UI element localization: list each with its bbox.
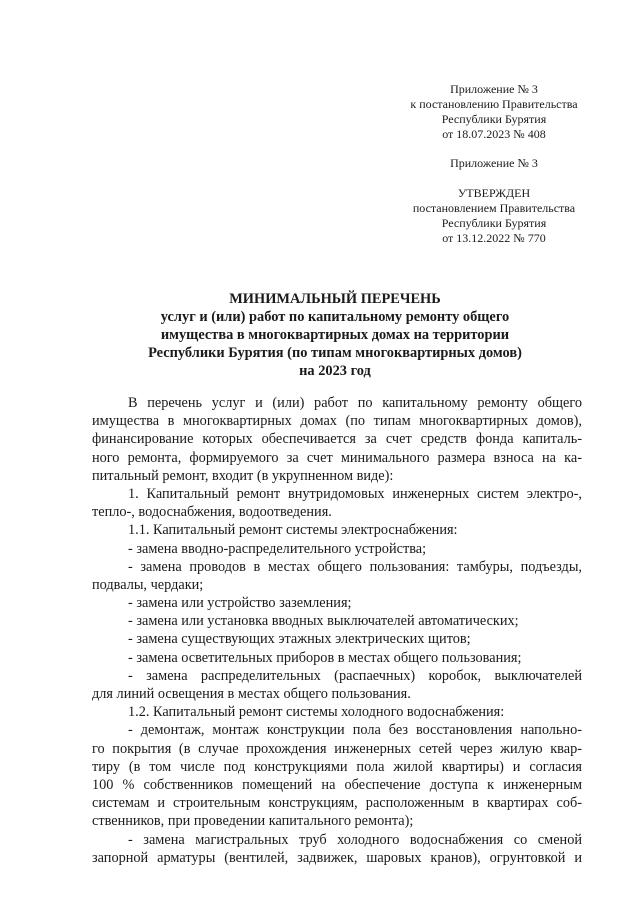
body-line: подвалы, чердаки; xyxy=(92,576,204,593)
title-line: Республики Бурятия (по типам многоквартирных домов) xyxy=(148,345,522,361)
appendix-label: Приложение № 3 xyxy=(450,156,538,170)
body-line: ственников, при проведении капитального ремонта); xyxy=(92,813,414,830)
body-line: для линий освещения в местах общего пользования. xyxy=(92,686,411,702)
amendment-line: к постановлению Правительства xyxy=(410,97,578,111)
body-line: - замена магистральных труб холодного водоснабжения со сменой xyxy=(128,831,582,848)
approval-line: Республики Бурятия xyxy=(441,216,547,230)
title-line: услуг и (или) работ по капитальному ремонту общего xyxy=(160,309,510,325)
body-line: 100 % собственников помещений на обеспечение доступа к инженерным xyxy=(92,776,582,793)
appendix-label-block xyxy=(390,156,598,171)
body-line: - замена осветительных приборов в местах общего пользования; xyxy=(128,649,522,666)
document-body xyxy=(92,394,582,867)
body-line: системам и строительным конструкциям, расположенным в квартирах соб- xyxy=(92,795,582,812)
body-line: ного ремонта, формируемого за счет минимального размера взноса на ка- xyxy=(92,449,582,466)
amendment-line: Приложение № 3 xyxy=(450,82,538,96)
title-line: МИНИМАЛЬНЫЙ ПЕРЕЧЕНЬ xyxy=(229,291,441,307)
body-line: - замена или устройство заземления; xyxy=(128,595,352,612)
body-line: - замена распределительных (распаечных) коробок, выключателей xyxy=(128,667,582,684)
body-line: тиру (в том числе под конструкциями пола жилой квартиры) и согласия xyxy=(92,758,582,775)
approval-stamp-block xyxy=(390,186,598,246)
body-line: - замена или установка вводных выключателей автоматических; xyxy=(128,613,519,630)
amendment-line: от 18.07.2023 № 408 xyxy=(442,127,546,141)
body-line: питальный ремонт, входит (в укрупненном виде): xyxy=(92,467,394,484)
body-line: В перечень услуг и (или) работ по капитальному ремонту общего xyxy=(128,395,582,411)
body-line: - замена проводов в местах общего пользования: тамбуры, подъезды, xyxy=(128,558,582,575)
body-line: 1.1. Капитальный ремонт системы электроснабжения: xyxy=(128,522,458,539)
body-line: - демонтаж, монтаж конструкции пола без восстановления напольно- xyxy=(128,722,582,739)
body-line: - замена существующих этажных электрических щитов; xyxy=(128,631,471,648)
approval-line: от 13.12.2022 № 770 xyxy=(442,231,546,245)
document-title xyxy=(100,290,570,380)
title-line: имущества в многоквартирных домах на территории xyxy=(160,327,510,343)
body-line: имущества в многоквартирных домах (по типам многоквартирных домов), xyxy=(92,413,582,430)
approval-line: УТВЕРЖДЕН xyxy=(457,186,531,200)
body-line: го покрытия (в случае прохождения инженерных сетей через жилую квар- xyxy=(92,740,582,757)
title-line: на 2023 год xyxy=(299,363,371,379)
amendment-line: Республики Бурятия xyxy=(441,112,547,126)
approval-line: постановлением Правительства xyxy=(412,201,576,215)
body-line: запорной арматуры (вентилей, задвижек, шаровых кранов), огрунтовкой и xyxy=(92,849,582,866)
amendment-appendix-block xyxy=(390,82,598,142)
body-line: - замена вводно-распределительного устройства; xyxy=(128,540,427,557)
body-line: 1.2. Капитальный ремонт системы холодного водоснабжения: xyxy=(128,704,505,721)
body-line: финансирование которых обеспечивается за счет средств фонда капиталь- xyxy=(92,431,582,448)
body-line: 1. Капитальный ремонт внутридомовых инженерных систем электро-, xyxy=(128,485,582,502)
body-line: тепло-, водоснабжения, водоотведения. xyxy=(92,504,332,521)
